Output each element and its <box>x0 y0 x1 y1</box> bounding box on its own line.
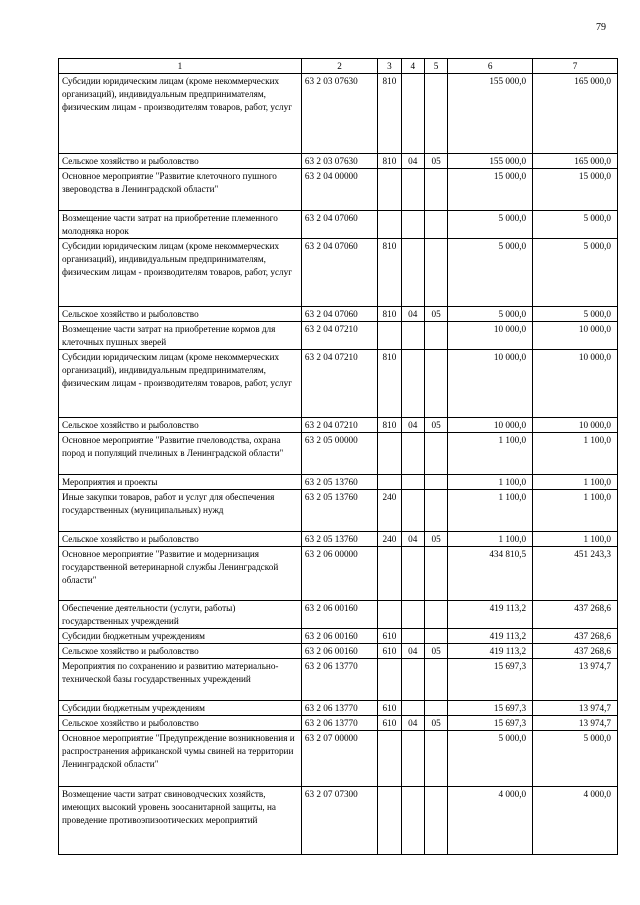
row-expense-type-cell <box>378 322 401 350</box>
row-section-cell: 04 <box>401 532 424 547</box>
row-name-cell: Основное мероприятие "Предупреждение возникновения и распространения африканской чумы свиней на территории Ленинградской области" <box>59 731 302 787</box>
table-row <box>59 787 618 855</box>
row-name-cell: Основное мероприятие "Развитие и модернизация государственной ветеринарной службы Ленинградской области" <box>59 547 302 601</box>
row-expense-type-cell: 810 <box>378 350 401 418</box>
row-subsection-cell <box>424 433 447 475</box>
row-code-cell: 63 2 06 13770 <box>301 716 377 731</box>
row-amount-year2-cell: 1 100,0 <box>533 475 618 490</box>
row-code-cell: 63 2 07 07300 <box>301 787 377 855</box>
row-name-cell: Возмещение части затрат на приобретение кормов для клеточных пушных зверей <box>59 322 302 350</box>
row-section-cell <box>401 74 424 154</box>
row-code-cell: 63 2 03 07630 <box>301 74 377 154</box>
budget-table <box>58 58 618 855</box>
row-amount-year2-cell: 13 974,7 <box>533 701 618 716</box>
row-code-cell: 63 2 05 00000 <box>301 433 377 475</box>
row-amount-year2-cell: 5 000,0 <box>533 211 618 239</box>
row-code-cell: 63 2 05 13760 <box>301 490 377 532</box>
table-row <box>59 322 618 350</box>
row-section-cell <box>401 731 424 787</box>
row-name-cell: Возмещение части затрат свиноводческих хозяйств, имеющих высокий уровень зоосанитарной защиты, на проведение противоэпизоотических мероприятий <box>59 787 302 855</box>
row-code-cell: 63 2 04 00000 <box>301 169 377 211</box>
row-code-cell: 63 2 06 00160 <box>301 629 377 644</box>
row-amount-year1-cell: 10 000,0 <box>448 350 533 418</box>
row-amount-year1-cell: 1 100,0 <box>448 532 533 547</box>
row-code-cell: 63 2 06 13770 <box>301 701 377 716</box>
row-expense-type-cell <box>378 731 401 787</box>
column-header: 1 <box>59 59 302 74</box>
row-amount-year1-cell: 5 000,0 <box>448 731 533 787</box>
row-section-cell: 04 <box>401 154 424 169</box>
row-name-cell: Субсидии бюджетным учреждениям <box>59 629 302 644</box>
row-expense-type-cell: 610 <box>378 644 401 659</box>
row-amount-year2-cell: 5 000,0 <box>533 731 618 787</box>
row-subsection-cell: 05 <box>424 418 447 433</box>
row-name-cell: Обеспечение деятельности (услуги, работы) государственных учреждений <box>59 601 302 629</box>
row-subsection-cell <box>424 490 447 532</box>
row-amount-year2-cell: 165 000,0 <box>533 74 618 154</box>
row-code-cell: 63 2 03 07630 <box>301 154 377 169</box>
row-section-cell <box>401 169 424 211</box>
row-name-cell: Основное мероприятие "Развитие пчеловодства, охрана пород и популяций пчелиных в Ленинградской области" <box>59 433 302 475</box>
row-name-cell: Возмещение части затрат на приобретение племенного молодняка норок <box>59 211 302 239</box>
table-row <box>59 307 618 322</box>
row-section-cell <box>401 211 424 239</box>
row-code-cell: 63 2 05 13760 <box>301 475 377 490</box>
row-subsection-cell <box>424 629 447 644</box>
row-name-cell: Сельское хозяйство и рыболовство <box>59 154 302 169</box>
page-number: 79 <box>596 22 606 33</box>
row-subsection-cell: 05 <box>424 716 447 731</box>
row-expense-type-cell: 240 <box>378 532 401 547</box>
row-code-cell: 63 2 04 07210 <box>301 418 377 433</box>
row-subsection-cell: 05 <box>424 532 447 547</box>
table-row <box>59 547 618 601</box>
column-header: 5 <box>424 59 447 74</box>
table-row <box>59 701 618 716</box>
table-body <box>59 74 618 855</box>
row-amount-year1-cell: 15 000,0 <box>448 169 533 211</box>
row-name-cell: Сельское хозяйство и рыболовство <box>59 532 302 547</box>
table-row <box>59 211 618 239</box>
row-amount-year2-cell: 10 000,0 <box>533 418 618 433</box>
row-subsection-cell <box>424 731 447 787</box>
row-amount-year1-cell: 15 697,3 <box>448 716 533 731</box>
row-subsection-cell <box>424 350 447 418</box>
row-expense-type-cell: 610 <box>378 701 401 716</box>
row-amount-year2-cell: 10 000,0 <box>533 322 618 350</box>
row-section-cell <box>401 239 424 307</box>
row-subsection-cell <box>424 601 447 629</box>
row-amount-year2-cell: 1 100,0 <box>533 433 618 475</box>
column-header: 7 <box>533 59 618 74</box>
row-amount-year2-cell: 15 000,0 <box>533 169 618 211</box>
row-code-cell: 63 2 04 07060 <box>301 307 377 322</box>
row-subsection-cell <box>424 239 447 307</box>
row-expense-type-cell <box>378 547 401 601</box>
column-header: 6 <box>448 59 533 74</box>
row-name-cell: Мероприятия по сохранению и развитию материально-технической базы государственных учреждений <box>59 659 302 701</box>
row-section-cell <box>401 350 424 418</box>
row-subsection-cell <box>424 74 447 154</box>
row-amount-year2-cell: 437 268,6 <box>533 601 618 629</box>
row-subsection-cell <box>424 169 447 211</box>
column-header: 2 <box>301 59 377 74</box>
row-subsection-cell <box>424 475 447 490</box>
row-amount-year1-cell: 10 000,0 <box>448 418 533 433</box>
row-name-cell: Иные закупки товаров, работ и услуг для обеспечения государственных (муниципальных) нужд <box>59 490 302 532</box>
table-row <box>59 731 618 787</box>
row-name-cell: Сельское хозяйство и рыболовство <box>59 644 302 659</box>
row-amount-year2-cell: 437 268,6 <box>533 629 618 644</box>
table-row <box>59 239 618 307</box>
row-name-cell: Сельское хозяйство и рыболовство <box>59 716 302 731</box>
table-row <box>59 629 618 644</box>
row-amount-year1-cell: 434 810,5 <box>448 547 533 601</box>
row-code-cell: 63 2 06 00000 <box>301 547 377 601</box>
row-expense-type-cell: 240 <box>378 490 401 532</box>
row-subsection-cell: 05 <box>424 307 447 322</box>
table-row <box>59 433 618 475</box>
row-expense-type-cell: 610 <box>378 629 401 644</box>
row-section-cell <box>401 787 424 855</box>
row-subsection-cell <box>424 322 447 350</box>
row-expense-type-cell <box>378 211 401 239</box>
row-code-cell: 63 2 04 07210 <box>301 350 377 418</box>
table-row <box>59 490 618 532</box>
table-row <box>59 74 618 154</box>
row-section-cell: 04 <box>401 418 424 433</box>
row-amount-year1-cell: 4 000,0 <box>448 787 533 855</box>
row-subsection-cell <box>424 659 447 701</box>
row-expense-type-cell: 810 <box>378 154 401 169</box>
row-expense-type-cell: 810 <box>378 418 401 433</box>
row-expense-type-cell <box>378 787 401 855</box>
row-subsection-cell <box>424 211 447 239</box>
row-amount-year1-cell: 1 100,0 <box>448 490 533 532</box>
row-section-cell <box>401 601 424 629</box>
row-name-cell: Сельское хозяйство и рыболовство <box>59 307 302 322</box>
row-section-cell <box>401 659 424 701</box>
row-section-cell: 04 <box>401 716 424 731</box>
row-code-cell: 63 2 06 00160 <box>301 601 377 629</box>
row-amount-year1-cell: 15 697,3 <box>448 659 533 701</box>
row-code-cell: 63 2 07 00000 <box>301 731 377 787</box>
row-amount-year1-cell: 419 113,2 <box>448 601 533 629</box>
row-name-cell: Сельское хозяйство и рыболовство <box>59 418 302 433</box>
row-name-cell: Субсидии юридическим лицам (кроме некоммерческих организаций), индивидуальным предпринимателям, физическим лицам - производителям товаров, работ, услуг <box>59 74 302 154</box>
row-amount-year1-cell: 419 113,2 <box>448 644 533 659</box>
row-name-cell: Мероприятия и проекты <box>59 475 302 490</box>
row-section-cell: 04 <box>401 307 424 322</box>
row-expense-type-cell <box>378 475 401 490</box>
row-expense-type-cell: 810 <box>378 307 401 322</box>
row-amount-year1-cell: 15 697,3 <box>448 701 533 716</box>
row-amount-year2-cell: 10 000,0 <box>533 350 618 418</box>
row-amount-year2-cell: 5 000,0 <box>533 307 618 322</box>
column-header: 3 <box>378 59 401 74</box>
table-row <box>59 350 618 418</box>
table-row <box>59 601 618 629</box>
row-amount-year1-cell: 1 100,0 <box>448 433 533 475</box>
table-row <box>59 475 618 490</box>
row-amount-year2-cell: 1 100,0 <box>533 532 618 547</box>
row-expense-type-cell: 810 <box>378 239 401 307</box>
row-amount-year2-cell: 437 268,6 <box>533 644 618 659</box>
row-code-cell: 63 2 04 07060 <box>301 239 377 307</box>
row-amount-year2-cell: 13 974,7 <box>533 716 618 731</box>
table-row <box>59 532 618 547</box>
row-name-cell: Субсидии юридическим лицам (кроме некоммерческих организаций), индивидуальным предпринимателям, физическим лицам - производителям товаров, работ, услуг <box>59 239 302 307</box>
row-amount-year1-cell: 419 113,2 <box>448 629 533 644</box>
row-subsection-cell: 05 <box>424 154 447 169</box>
row-amount-year2-cell: 4 000,0 <box>533 787 618 855</box>
row-section-cell <box>401 490 424 532</box>
row-amount-year2-cell: 451 243,3 <box>533 547 618 601</box>
row-amount-year1-cell: 5 000,0 <box>448 211 533 239</box>
row-amount-year2-cell: 165 000,0 <box>533 154 618 169</box>
row-code-cell: 63 2 04 07060 <box>301 211 377 239</box>
row-amount-year1-cell: 155 000,0 <box>448 74 533 154</box>
table-row <box>59 418 618 433</box>
row-name-cell: Субсидии бюджетным учреждениям <box>59 701 302 716</box>
table-row <box>59 169 618 211</box>
row-amount-year2-cell: 1 100,0 <box>533 490 618 532</box>
row-subsection-cell <box>424 547 447 601</box>
row-amount-year2-cell: 13 974,7 <box>533 659 618 701</box>
row-name-cell: Основное мероприятие "Развитие клеточного пушного звероводства в Ленинградской области" <box>59 169 302 211</box>
row-amount-year1-cell: 5 000,0 <box>448 239 533 307</box>
row-section-cell <box>401 547 424 601</box>
table-header-row <box>59 59 618 74</box>
row-expense-type-cell: 610 <box>378 716 401 731</box>
row-name-cell: Субсидии юридическим лицам (кроме некоммерческих организаций), индивидуальным предпринимателям, физическим лицам - производителям товаров, работ, услуг <box>59 350 302 418</box>
row-expense-type-cell <box>378 433 401 475</box>
row-amount-year1-cell: 5 000,0 <box>448 307 533 322</box>
row-amount-year1-cell: 1 100,0 <box>448 475 533 490</box>
row-amount-year1-cell: 155 000,0 <box>448 154 533 169</box>
row-amount-year1-cell: 10 000,0 <box>448 322 533 350</box>
row-section-cell <box>401 322 424 350</box>
row-section-cell <box>401 433 424 475</box>
row-expense-type-cell: 810 <box>378 74 401 154</box>
table-row <box>59 644 618 659</box>
row-expense-type-cell <box>378 659 401 701</box>
row-subsection-cell: 05 <box>424 644 447 659</box>
table-row <box>59 716 618 731</box>
row-section-cell: 04 <box>401 644 424 659</box>
row-amount-year2-cell: 5 000,0 <box>533 239 618 307</box>
row-code-cell: 63 2 06 00160 <box>301 644 377 659</box>
row-section-cell <box>401 475 424 490</box>
row-code-cell: 63 2 06 13770 <box>301 659 377 701</box>
table-row <box>59 659 618 701</box>
row-expense-type-cell <box>378 169 401 211</box>
row-code-cell: 63 2 04 07210 <box>301 322 377 350</box>
row-code-cell: 63 2 05 13760 <box>301 532 377 547</box>
column-header: 4 <box>401 59 424 74</box>
row-section-cell <box>401 629 424 644</box>
row-section-cell <box>401 701 424 716</box>
table-row <box>59 154 618 169</box>
row-subsection-cell <box>424 701 447 716</box>
row-subsection-cell <box>424 787 447 855</box>
row-expense-type-cell <box>378 601 401 629</box>
